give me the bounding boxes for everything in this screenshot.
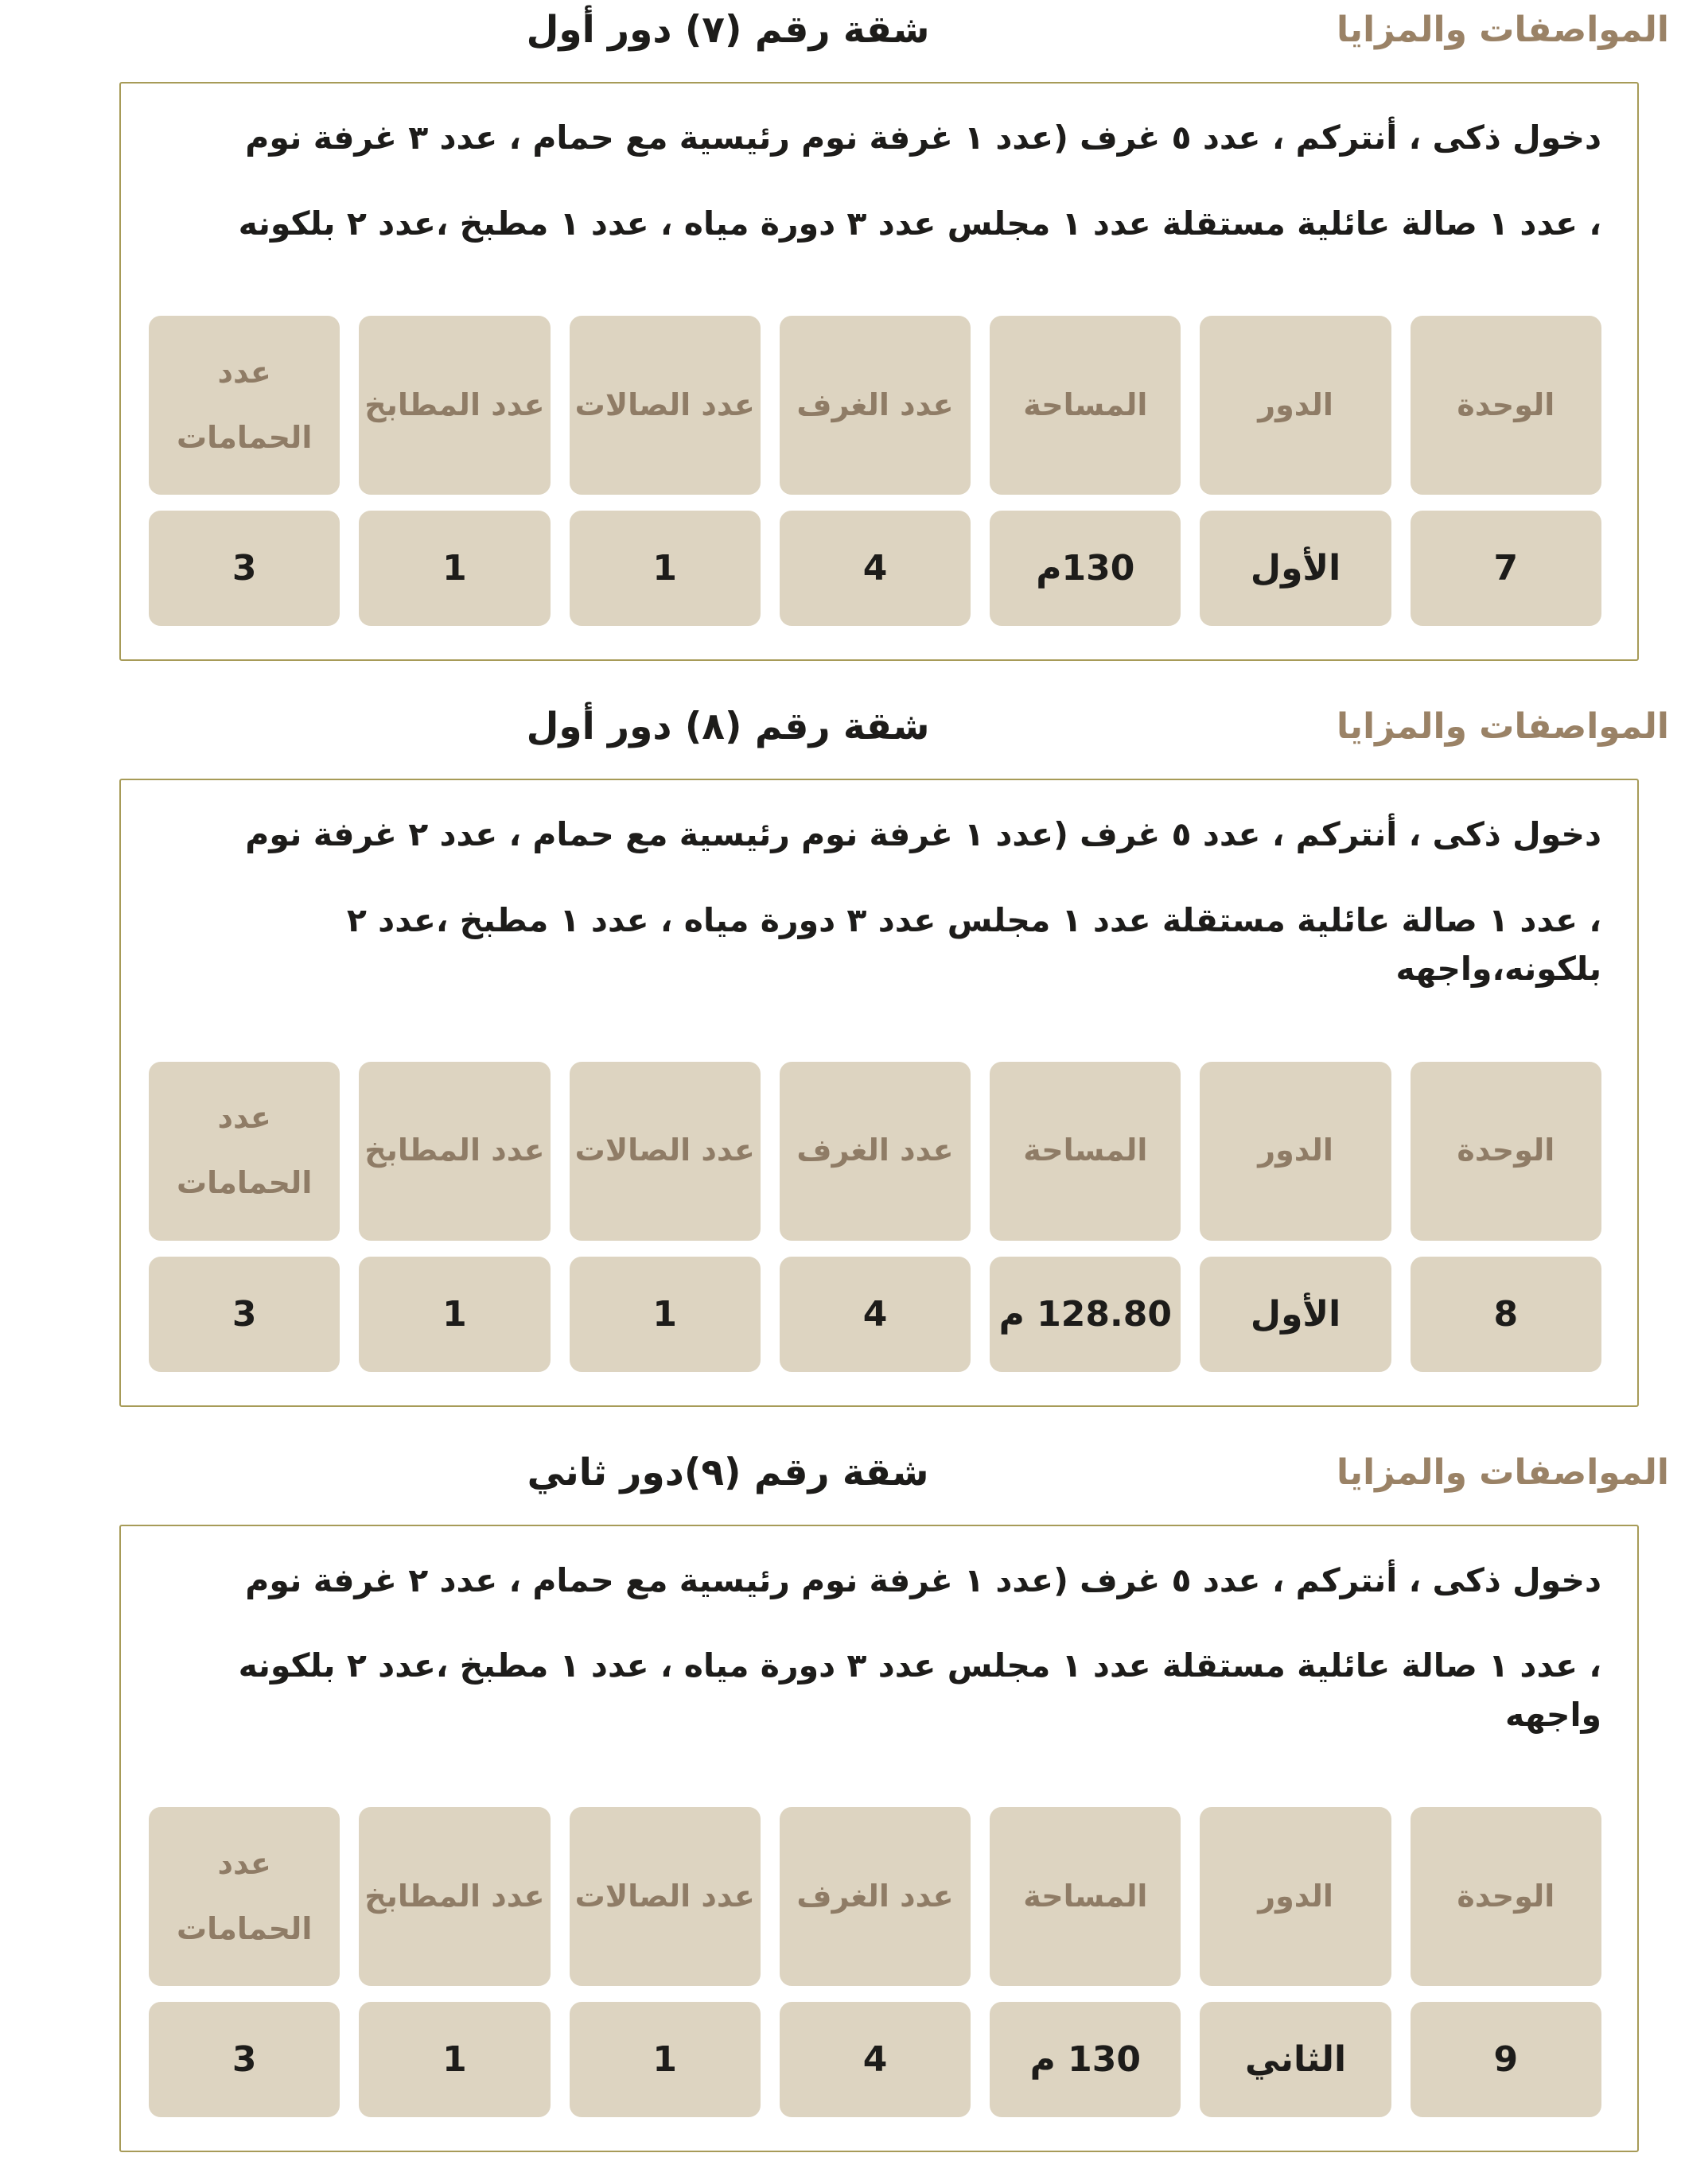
table-header-cell-kitchens: عدد المطابخ xyxy=(359,316,550,495)
table-header-cell-rooms: عدد الغرف xyxy=(780,1062,971,1241)
table-header-cell-bathrooms: عدد الحمامات xyxy=(149,1807,340,1986)
description-line: دخول ذكى ، أنتركم ، عدد ٥ غرف (عدد ١ غرفة نوم رئيسية مع حمام ، عدد ٣ غرفة نوم xyxy=(245,119,1601,157)
apartment-title: شقة رقم (٧) دور أول xyxy=(526,8,930,52)
spec-table xyxy=(149,1062,1601,1372)
table-header-cell-area: المساحة xyxy=(990,1807,1181,1986)
table-value-cell-rooms: 4 xyxy=(780,1257,971,1372)
table-header-cell-floor: الدور xyxy=(1200,316,1391,495)
table-value-cell-halls: 1 xyxy=(570,2002,761,2117)
table-value-row xyxy=(149,1257,1601,1372)
table-header-cell-unit: الوحدة xyxy=(1411,1062,1601,1241)
apartment-title-wrap xyxy=(119,1451,1337,1494)
section-header xyxy=(119,705,1669,748)
spec-card xyxy=(119,779,1639,1407)
table-value-cell-rooms: 4 xyxy=(780,2002,971,2117)
table-value-cell-unit: 8 xyxy=(1411,1257,1601,1372)
table-value-cell-kitchens: 1 xyxy=(359,511,550,626)
section-label: المواصفات والمزايا xyxy=(1337,10,1669,50)
description-line: دخول ذكى ، أنتركم ، عدد ٥ غرف (عدد ١ غرفة نوم رئيسية مع حمام ، عدد ٢ غرفة نوم xyxy=(245,815,1601,853)
table-value-cell-kitchens: 1 xyxy=(359,2002,550,2117)
section-header xyxy=(119,1451,1669,1494)
table-value-cell-floor: الثاني xyxy=(1200,2002,1391,2117)
table-header-cell-halls: عدد الصالات xyxy=(570,1807,761,1986)
table-header-row xyxy=(149,1807,1601,1986)
table-header-cell-kitchens: عدد المطابخ xyxy=(359,1062,550,1241)
table-header-row xyxy=(149,1062,1601,1241)
table-header-cell-bathrooms: عدد الحمامات xyxy=(149,1062,340,1241)
spec-card xyxy=(119,82,1639,661)
table-header-cell-halls: عدد الصالات xyxy=(570,1062,761,1241)
table-value-cell-floor: الأول xyxy=(1200,1257,1391,1372)
table-value-cell-area: 130م xyxy=(990,511,1181,626)
table-header-cell-area: المساحة xyxy=(990,316,1181,495)
description-line: ، عدد ١ صالة عائلية مستقلة عدد ١ مجلس عدد ٣ دورة مياه ، عدد ١ مطبخ ،عدد ٢ بلكونه،واجهه xyxy=(346,900,1601,988)
table-header-cell-halls: عدد الصالات xyxy=(570,316,761,495)
description-line: دخول ذكى ، أنتركم ، عدد ٥ غرف (عدد ١ غرفة نوم رئيسية مع حمام ، عدد ٢ غرفة نوم xyxy=(245,1560,1601,1599)
table-value-row xyxy=(149,2002,1601,2117)
apartment-title-wrap xyxy=(119,705,1337,748)
table-value-cell-area: 130 م xyxy=(990,2002,1181,2117)
apartment-title-wrap xyxy=(119,8,1337,52)
apartment-title: شقة رقم (٩)دور ثاني xyxy=(527,1450,929,1494)
table-header-cell-area: المساحة xyxy=(990,1062,1181,1241)
description-line: ، عدد ١ صالة عائلية مستقلة عدد ١ مجلس عدد ٣ دورة مياه ، عدد ١ مطبخ ،عدد ٢ بلكونه xyxy=(238,204,1601,243)
table-value-cell-bathrooms: 3 xyxy=(149,511,340,626)
table-value-cell-bathrooms: 3 xyxy=(149,1257,340,1372)
table-header-cell-rooms: عدد الغرف xyxy=(780,316,971,495)
table-header-cell-unit: الوحدة xyxy=(1411,316,1601,495)
section-label: المواصفات والمزايا xyxy=(1337,1451,1669,1493)
table-value-cell-rooms: 4 xyxy=(780,511,971,626)
apartment-title: شقة رقم (٨) دور أول xyxy=(526,705,930,748)
spec-card xyxy=(119,1525,1639,2153)
spec-section-apartment-9 xyxy=(119,1451,1669,2153)
table-value-cell-floor: الأول xyxy=(1200,511,1391,626)
section-label: المواصفات والمزايا xyxy=(1337,706,1669,747)
spec-section-apartment-8 xyxy=(119,705,1669,1407)
table-header-cell-rooms: عدد الغرف xyxy=(780,1807,971,1986)
section-header xyxy=(119,8,1669,52)
table-value-cell-halls: 1 xyxy=(570,1257,761,1372)
table-value-cell-unit: 7 xyxy=(1411,511,1601,626)
spec-table xyxy=(149,1807,1601,2117)
spec-section-apartment-7 xyxy=(119,8,1669,661)
table-header-row xyxy=(149,316,1601,495)
table-header-cell-floor: الدور xyxy=(1200,1807,1391,1986)
table-value-row xyxy=(149,511,1601,626)
description-line: ، عدد ١ صالة عائلية مستقلة عدد ١ مجلس عدد ٣ دورة مياه ، عدد ١ مطبخ ،عدد ٢ بلكونه واجهه xyxy=(238,1646,1601,1734)
table-value-cell-halls: 1 xyxy=(570,511,761,626)
table-header-cell-unit: الوحدة xyxy=(1411,1807,1601,1986)
table-value-cell-bathrooms: 3 xyxy=(149,2002,340,2117)
table-header-cell-kitchens: عدد المطابخ xyxy=(359,1807,550,1986)
table-value-cell-area: 128.80 م xyxy=(990,1257,1181,1372)
table-header-cell-floor: الدور xyxy=(1200,1062,1391,1241)
table-header-cell-bathrooms: عدد الحمامات xyxy=(149,316,340,495)
table-value-cell-kitchens: 1 xyxy=(359,1257,550,1372)
table-value-cell-unit: 9 xyxy=(1411,2002,1601,2117)
spec-table xyxy=(149,316,1601,626)
